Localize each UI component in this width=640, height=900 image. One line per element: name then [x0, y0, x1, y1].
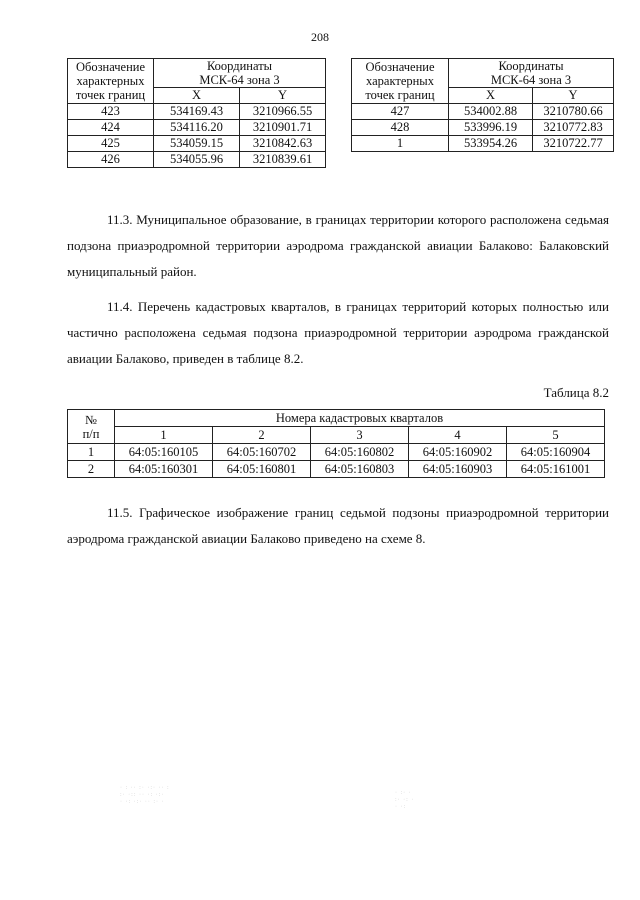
column-number: 5	[507, 427, 605, 444]
table-row	[68, 444, 605, 461]
table-row	[352, 104, 614, 120]
coordinates-table-left	[67, 58, 326, 168]
point-designation-header: Обозначение характерных точек границ	[68, 59, 154, 104]
x-cell: 533954.26	[449, 136, 533, 152]
y-cell: 3210966.55	[240, 104, 326, 120]
y-cell: 3210842.63	[240, 136, 326, 152]
cadastral-cell: 64:05:160301	[115, 461, 213, 478]
point-cell: 425	[68, 136, 154, 152]
cadastral-cell: 64:05:160105	[115, 444, 213, 461]
x-cell: 534059.15	[154, 136, 240, 152]
y-cell: 3210780.66	[533, 104, 614, 120]
x-column-header: X	[449, 88, 533, 104]
table-row	[352, 136, 614, 152]
paragraph-11-5: 11.5. Графическое изображение границ седьмой подзоны приаэродромной территории аэродрома гражданской авиации Балаково приведено на схеме 8.	[67, 505, 609, 546]
page-number: 208	[311, 30, 329, 44]
cadastral-cell: 64:05:160801	[213, 461, 311, 478]
coordinates-table-right	[351, 58, 614, 152]
x-cell: 534116.20	[154, 120, 240, 136]
point-cell: 424	[68, 120, 154, 136]
cadastral-quarters-table	[67, 409, 605, 478]
column-number: 3	[311, 427, 409, 444]
cadastral-cell: 64:05:160903	[409, 461, 507, 478]
point-cell: 426	[68, 152, 154, 168]
cadastral-cell: 64:05:160902	[409, 444, 507, 461]
cadastral-cell: 64:05:160802	[311, 444, 409, 461]
paragraph-11-4: 11.4. Перечень кадастровых кварталов, в границах территорий которых полностью или частично расположена седьмая подзона приаэродромной территории аэродрома гражданской авиации Балаково, приведен в таблице 8.2.	[67, 299, 609, 366]
table-row	[68, 120, 326, 136]
y-column-header: Y	[240, 88, 326, 104]
point-cell: 428	[352, 120, 449, 136]
point-designation-header: Обозначение характерных точек границ	[352, 59, 449, 104]
x-cell: 534169.43	[154, 104, 240, 120]
table-row	[352, 120, 614, 136]
table-row	[68, 461, 605, 478]
table-row	[68, 104, 326, 120]
row-number-cell: 1	[68, 444, 115, 461]
coordinates-header: Координаты МСК-64 зона 3	[154, 59, 326, 88]
x-cell: 534055.96	[154, 152, 240, 168]
column-number: 1	[115, 427, 213, 444]
y-cell: 3210901.71	[240, 120, 326, 136]
column-number: 4	[409, 427, 507, 444]
row-number-header: № п/п	[68, 410, 115, 444]
point-cell: 1	[352, 136, 449, 152]
paragraph-11-3: 11.3. Муниципальное образование, в границах территории которого расположена седьмая подзона приаэродромной территории аэродрома гражданской авиации Балаково: Балаковский муниципальный район.	[67, 212, 609, 279]
x-column-header: X	[154, 88, 240, 104]
x-cell: 533996.19	[449, 120, 533, 136]
point-cell: 423	[68, 104, 154, 120]
table-caption: Таблица 8.2	[543, 385, 609, 400]
cadastral-cell: 64:05:160803	[311, 461, 409, 478]
coordinates-header: Координаты МСК-64 зона 3	[449, 59, 614, 88]
cadastral-cell: 64:05:160702	[213, 444, 311, 461]
table-row	[68, 136, 326, 152]
cadastral-cell: 64:05:160904	[507, 444, 605, 461]
column-number: 2	[213, 427, 311, 444]
y-column-header: Y	[533, 88, 614, 104]
y-cell: 3210772.83	[533, 120, 614, 136]
scan-noise: · :· · :· ·: · · ·:	[395, 790, 415, 810]
cadastral-numbers-header: Номера кадастровых кварталов	[115, 410, 605, 427]
point-cell: 427	[352, 104, 449, 120]
y-cell: 3210839.61	[240, 152, 326, 168]
cadastral-cell: 64:05:161001	[507, 461, 605, 478]
x-cell: 534002.88	[449, 104, 533, 120]
scan-noise: · : ·· :· ·:· ·· : :· ·:: ·· ·: ·:· · ·: ·:· ·· :· ·	[120, 785, 170, 805]
table-row	[68, 152, 326, 168]
row-number-cell: 2	[68, 461, 115, 478]
y-cell: 3210722.77	[533, 136, 614, 152]
